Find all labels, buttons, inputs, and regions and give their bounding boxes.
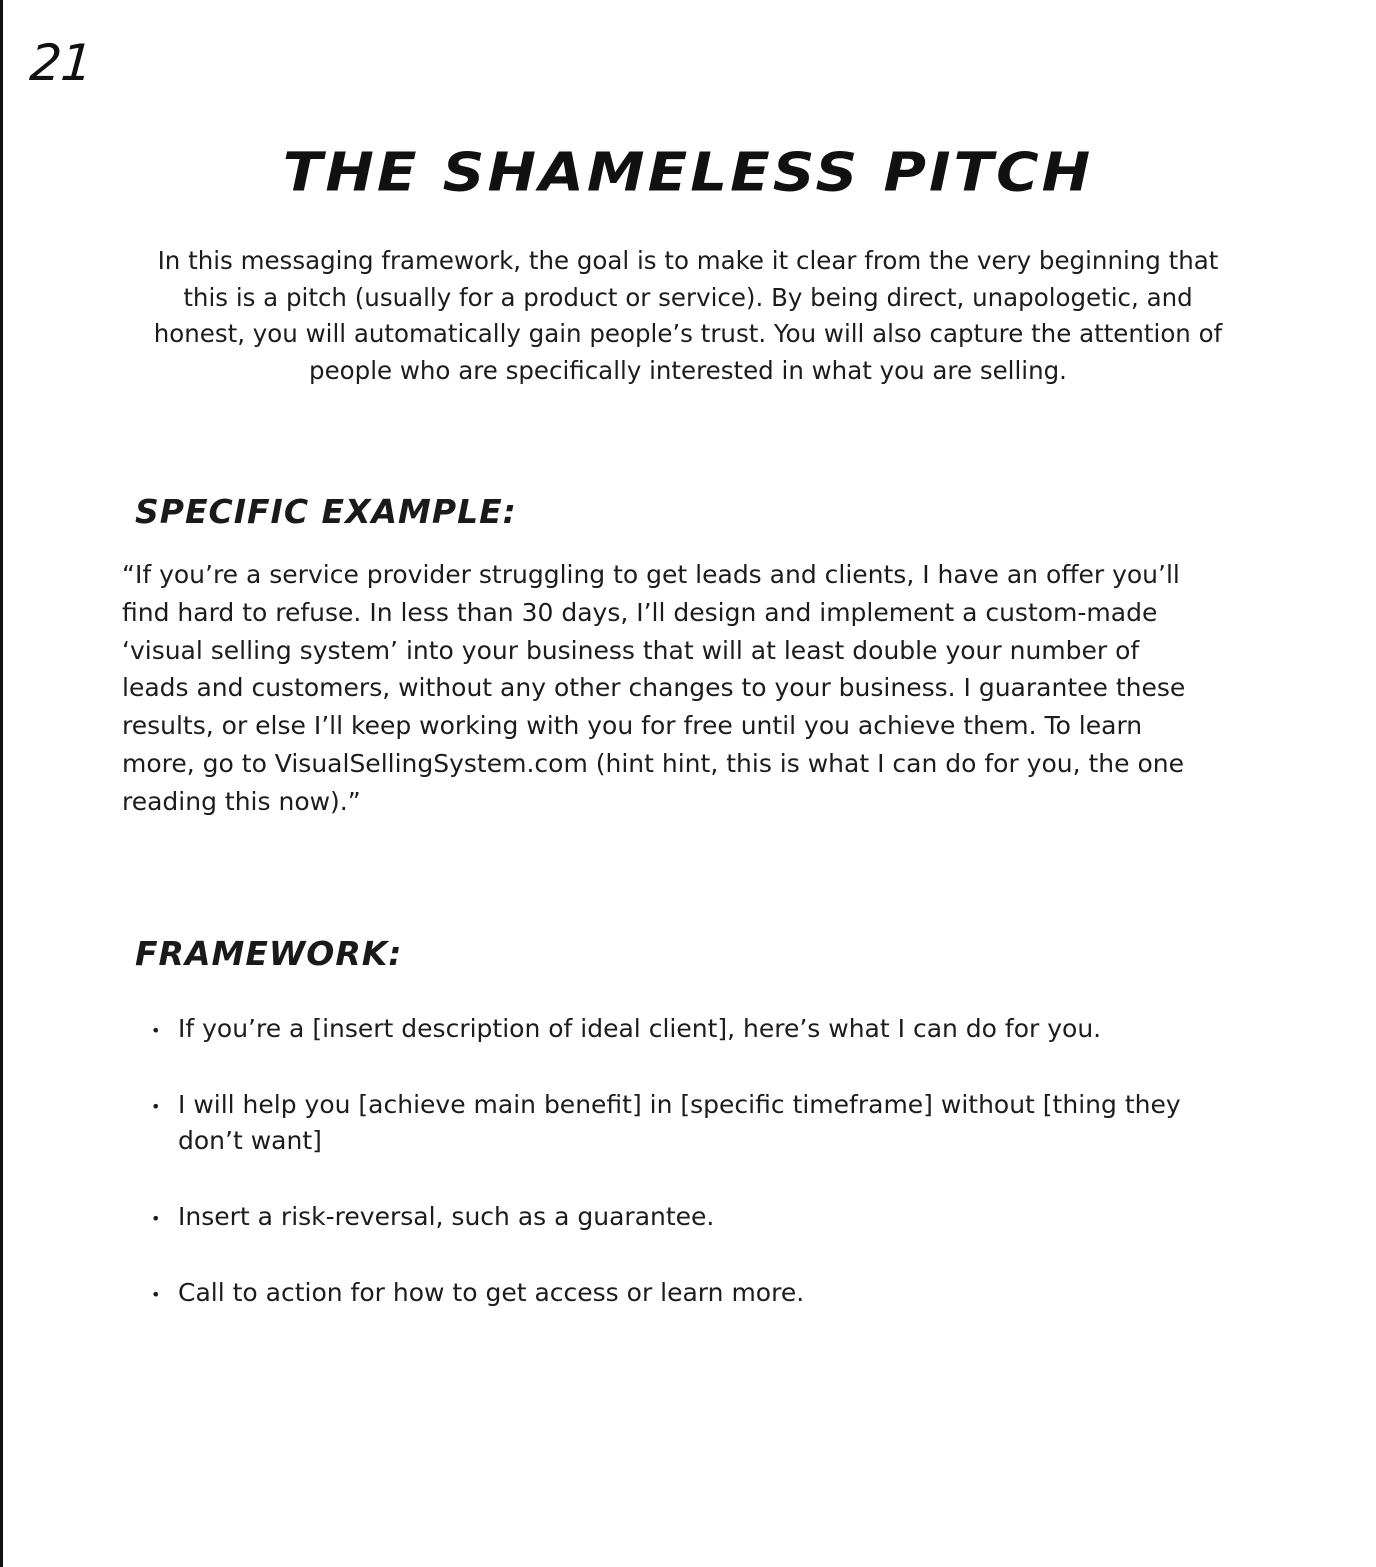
bullet-icon: • — [151, 1285, 161, 1304]
list-item — [140, 1087, 1250, 1199]
bullet-icon: • — [151, 1209, 161, 1228]
framework-list — [140, 1011, 1250, 1315]
list-item-text: I will help you [achieve main benefit] in [specific timeframe] without [thing they don’t want] — [178, 1090, 1181, 1155]
page-left-border — [0, 0, 3, 1567]
bullet-icon: • — [151, 1097, 161, 1116]
list-item-text: If you’re a [insert description of ideal client], here’s what I can do for you. — [178, 1014, 1102, 1043]
list-item — [140, 1199, 1250, 1275]
page-title: THE SHAMELESS PITCH — [282, 140, 1094, 204]
framework-heading: FRAMEWORK: — [135, 934, 403, 973]
list-item-text: Insert a risk-reversal, such as a guarantee. — [178, 1202, 715, 1231]
list-item — [140, 1275, 1250, 1315]
intro-paragraph: In this messaging framework, the goal is to make it clear from the very beginning that this is a pitch (usually for a product or service). By being direct, unapologetic, and honest, you will automatically gain people’s trust. You will also capture the attention of people who are specifically interested in what you are selling. — [153, 246, 1223, 385]
list-item — [140, 1011, 1250, 1087]
example-quote: “If you’re a service provider struggling to get leads and clients, I have an offer you’ll find hard to refuse. In less than 30 days, I’ll design and implement a custom-made ‘visual selling system’ into your business that will at least double your number of leads and customers, without any other changes to your business. I guarantee these results, or else I’ll keep working with you for free until you achieve them. To learn more, go to VisualSellingSystem.com (hint hint, this is what I can do for you, the one reading this now).” — [122, 560, 1186, 816]
specific-example-heading: SPECIFIC EXAMPLE: — [135, 492, 517, 531]
bullet-icon: • — [151, 1021, 161, 1040]
list-item-text: Call to action for how to get access or learn more. — [178, 1278, 805, 1307]
page-number: 21 — [27, 34, 94, 92]
